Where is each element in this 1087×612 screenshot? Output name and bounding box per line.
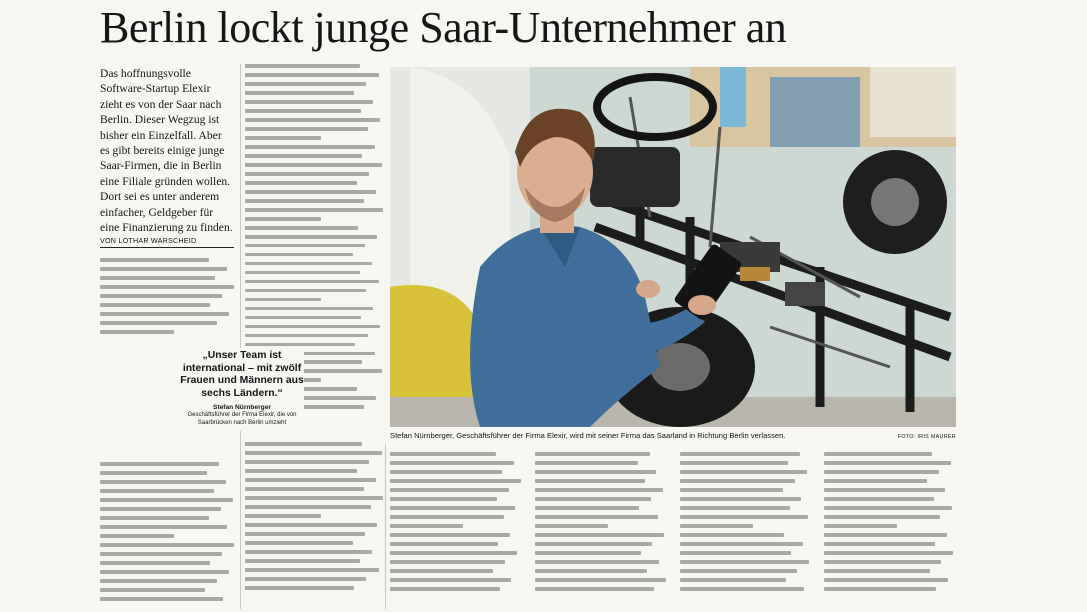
body-text-line: [245, 109, 361, 113]
body-text-line: [824, 533, 947, 537]
body-text-line: [680, 524, 753, 528]
body-text-line: [245, 199, 364, 203]
pull-quote: [180, 348, 304, 431]
body-text-line: [824, 551, 953, 555]
body-text-line: [100, 597, 223, 601]
body-text-line: [824, 497, 934, 501]
body-column-5: [680, 452, 812, 596]
body-text-line: [824, 452, 932, 456]
body-text-line: [245, 82, 366, 86]
body-text-line: [824, 515, 940, 519]
body-text-line: [245, 298, 321, 302]
body-text-line: [535, 551, 641, 555]
body-text-line: [245, 307, 373, 311]
body-column-2-lower: [245, 442, 383, 595]
body-text-line: [100, 579, 217, 583]
body-text-line: [535, 452, 650, 456]
body-text-line: [390, 461, 514, 465]
body-text-line: [390, 551, 517, 555]
body-text-line: [245, 280, 379, 284]
body-text-line: [245, 442, 362, 446]
pull-quote-author: Stefan Nürnberger: [213, 404, 271, 412]
body-text-line: [100, 588, 205, 592]
body-text-line: [680, 560, 809, 564]
body-text-line: [535, 515, 658, 519]
body-text-line: [100, 471, 207, 475]
body-text-line: [245, 523, 377, 527]
body-text-line: [100, 552, 222, 556]
body-text-line: [535, 578, 666, 582]
body-text-line: [245, 343, 355, 347]
body-text-line: [245, 559, 360, 563]
body-text-line: [245, 235, 377, 239]
body-text-line: [680, 533, 784, 537]
body-text-line: [680, 488, 783, 492]
body-text-line: [245, 172, 369, 176]
body-text-line: [824, 524, 897, 528]
body-text-line: [100, 525, 227, 529]
body-text-line: [680, 569, 797, 573]
body-text-line: [824, 587, 936, 591]
body-text-line: [680, 506, 790, 510]
body-text-line: [245, 514, 321, 518]
body-text-line: [390, 542, 498, 546]
body-text-line: [824, 461, 951, 465]
body-text-line: [245, 577, 366, 581]
body-text-line: [245, 325, 380, 329]
body-column-4: [535, 452, 667, 596]
body-text-line: [100, 276, 215, 280]
body-text-line: [824, 542, 935, 546]
body-text-line: [100, 498, 233, 502]
article-headline: Berlin lockt junge Saar-Unternehmer an: [100, 3, 787, 52]
body-text-line: [680, 551, 791, 555]
body-text-line: [245, 271, 360, 275]
body-column-6: [824, 452, 956, 596]
body-text-line: [100, 258, 209, 262]
body-text-line: [390, 470, 502, 474]
body-text-line: [680, 578, 786, 582]
body-text-line: [100, 303, 210, 307]
photo-caption-row: [390, 431, 956, 440]
body-text-line: [824, 479, 927, 483]
body-text-line: [824, 569, 930, 573]
body-text-line: [245, 550, 372, 554]
body-text-line: [245, 100, 373, 104]
article-photo: [390, 67, 956, 427]
body-text-line: [245, 460, 369, 464]
body-text-line: [245, 505, 371, 509]
body-text-line: [680, 497, 801, 501]
body-text-line: [535, 506, 639, 510]
body-text-line: [245, 478, 376, 482]
body-text-line: [245, 262, 372, 266]
body-text-line: [390, 497, 497, 501]
body-text-line: [245, 91, 354, 95]
body-text-line: [245, 316, 361, 320]
pull-quote-text: „Unser Team ist international – mit zwölf Frauen und Männern aus sechs Ländern.“: [180, 350, 304, 399]
body-text-line: [824, 578, 948, 582]
body-text-line: [100, 480, 226, 484]
photo-scene: [390, 67, 956, 427]
body-text-line: [535, 479, 645, 483]
body-text-line: [245, 496, 383, 500]
photo-credit: FOTO: IRIS MAURER: [897, 434, 956, 440]
body-column-1: [100, 258, 234, 339]
body-text-line: [245, 154, 362, 158]
body-text-line: [100, 543, 234, 547]
body-text-line: [390, 524, 463, 528]
body-text-line: [100, 321, 217, 325]
body-text-line: [245, 541, 353, 545]
body-text-line: [824, 506, 952, 510]
body-text-line: [390, 560, 505, 564]
body-text-line: [100, 267, 227, 271]
body-text-line: [245, 586, 354, 590]
body-text-line: [535, 488, 663, 492]
body-text-line: [245, 217, 321, 221]
body-text-line: [680, 452, 800, 456]
body-text-line: [245, 487, 364, 491]
body-text-line: [245, 145, 375, 149]
body-text-line: [824, 488, 945, 492]
body-text-line: [390, 578, 511, 582]
body-text-line: [535, 524, 608, 528]
body-text-line: [535, 461, 638, 465]
body-text-line: [390, 488, 509, 492]
body-text-line: [245, 136, 321, 140]
body-text-line: [390, 479, 521, 483]
body-text-line: [245, 568, 379, 572]
body-text-line: [100, 561, 210, 565]
body-text-line: [245, 469, 357, 473]
body-text-line: [535, 560, 659, 564]
body-text-line: [245, 253, 353, 257]
body-text-line: [680, 542, 803, 546]
body-text-line: [245, 451, 382, 455]
body-text-line: [245, 163, 382, 167]
article-lead: Das hoffnungsvolle Software-Startup Elexir zieht es von der Saar nach Berlin. Dieser Wegzug ist bisher ein Einzelfall. Aber es gibt bereits einige junge Saar-Firmen, die in Berlin eine Filiale gründen wollen. Dort sei es unter anderem einfacher, Geldgeber für eine Finanzierung zu finden.: [100, 67, 233, 235]
article-byline: VON LOTHAR WARSCHEID: [100, 236, 234, 248]
body-text-line: [535, 497, 651, 501]
body-text-line: [535, 542, 652, 546]
body-text-line: [680, 461, 788, 465]
body-text-line: [100, 312, 229, 316]
body-text-line: [680, 587, 804, 591]
body-text-line: [535, 533, 664, 537]
body-text-line: [245, 118, 380, 122]
body-text-line: [245, 127, 368, 131]
body-text-line: [390, 515, 504, 519]
body-text-line: [100, 489, 214, 493]
body-column-1-lower: [100, 462, 234, 606]
body-text-line: [390, 452, 496, 456]
body-text-line: [100, 570, 229, 574]
body-text-line: [680, 470, 807, 474]
body-text-line: [100, 507, 221, 511]
body-text-line: [390, 569, 493, 573]
body-text-line: [245, 73, 379, 77]
body-text-line: [535, 569, 647, 573]
photo-caption: Stefan Nürnberger, Geschäftsführer der Firma Elexir, wird mit seiner Firma das Saarland in Richtung Berlin verlassen.: [390, 431, 786, 440]
body-text-line: [535, 587, 654, 591]
body-text-line: [100, 330, 174, 334]
body-text-line: [245, 181, 357, 185]
column-divider: [240, 64, 241, 609]
body-text-line: [100, 516, 209, 520]
body-text-line: [100, 285, 234, 289]
body-column-3: [390, 452, 522, 596]
body-text-line: [245, 289, 366, 293]
body-text-line: [390, 533, 510, 537]
body-text-line: [390, 587, 500, 591]
pull-quote-role: Geschäftsführer der Firma Elexir, die von Saarbrücken nach Berlin umzieht: [187, 412, 297, 426]
body-text-line: [824, 470, 939, 474]
body-text-line: [245, 244, 365, 248]
body-text-line: [245, 190, 376, 194]
body-text-line: [100, 534, 174, 538]
column-divider: [385, 444, 386, 609]
body-text-line: [100, 462, 219, 466]
body-text-line: [680, 479, 795, 483]
body-text-line: [245, 226, 358, 230]
body-text-line: [245, 532, 365, 536]
body-text-line: [824, 560, 941, 564]
body-text-line: [245, 64, 360, 68]
body-text-line: [245, 208, 383, 212]
body-text-line: [245, 334, 368, 338]
body-text-line: [390, 506, 515, 510]
body-text-line: [100, 294, 222, 298]
body-text-line: [535, 470, 656, 474]
body-text-line: [680, 515, 808, 519]
